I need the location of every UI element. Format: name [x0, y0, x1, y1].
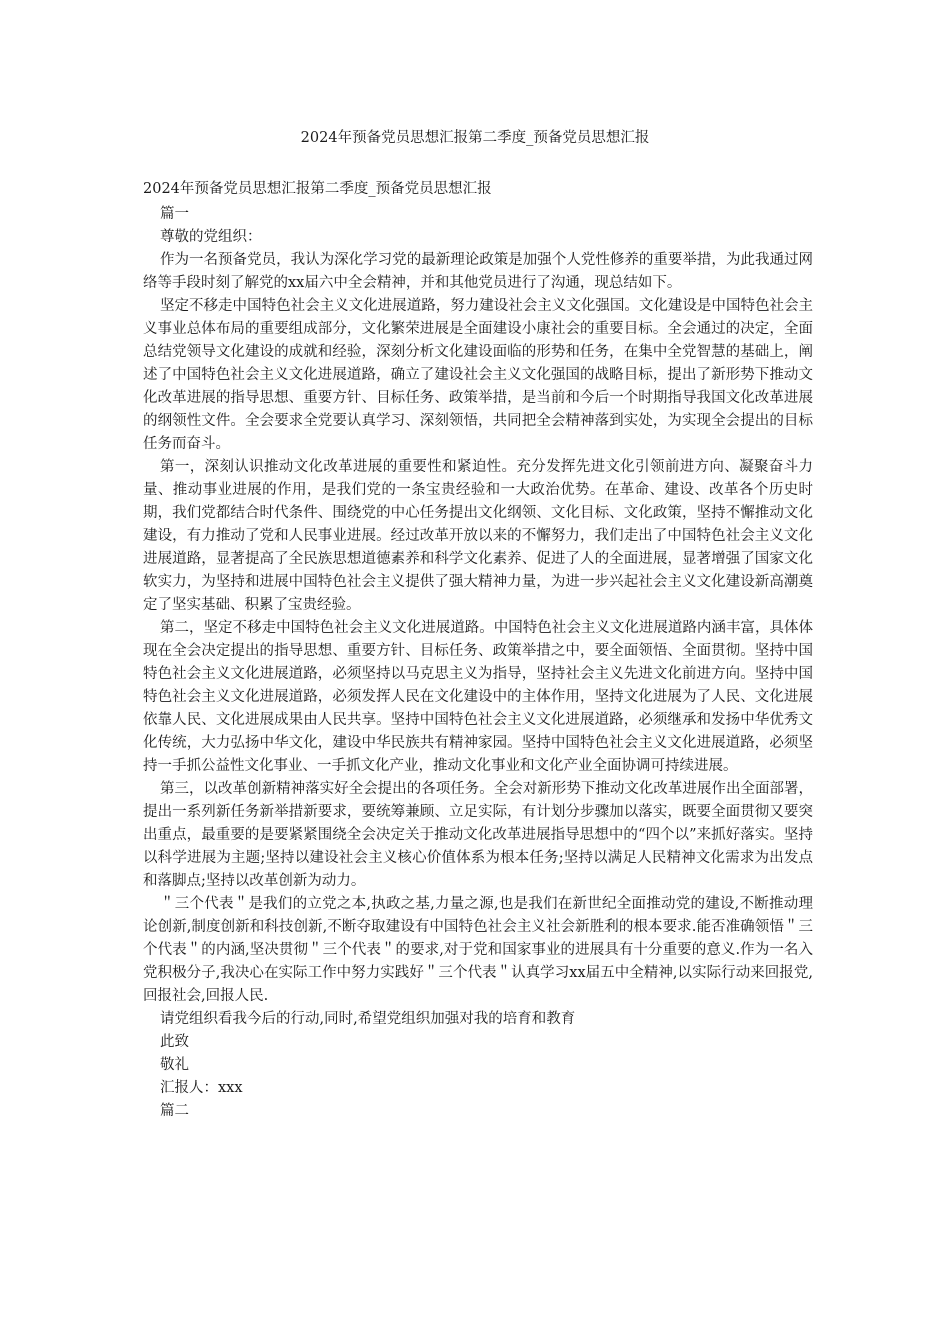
- section-label-1: 篇一: [160, 206, 189, 222]
- document-body: [143, 178, 813, 1123]
- paragraph-second: 第二，坚定不移走中国特色社会主义文化进展道路。中国特色社会主义文化进展道路内涵丰富，具体体现在全会决定提出的指导思想、重要方针、目标任务、政策举措之中，要全面领悟、全面贯彻。坚持中国特色社会主义文化进展道路，必须坚持以马克思主义为指导，坚持社会主义先进文化前进方向。坚持中国特色社会主义文化进展道路，必须发挥人民在文化建设中的主体作用，坚持文化进展为了人民、文化进展依靠人民、文化进展成果由人民共享。坚持中国特色社会主义文化进展道路，必须继承和发扬中华优秀文化传统，大力弘扬中华文化，建设中华民族共有精神家园。坚持中国特色社会主义文化进展道路，必须坚持一手抓公益性文化事业、一手抓文化产业，推动文化事业和文化产业全面协调可持续进展。: [143, 620, 813, 774]
- paragraph-overview: 坚定不移走中国特色社会主义文化进展道路，努力建设社会主义文化强国。文化建设是中国特色社会主义事业总体布局的重要组成部分，文化繁荣进展是全面建设小康社会的重要目标。全会通过的决定，全面总结党领导文化建设的成就和经验，深刻分析文化建设面临的形势和任务，在集中全党智慧的基础上，阐述了中国特色社会主义文化进展道路，确立了建设社会主义文化强国的战略目标，提出了新形势下推动文化改革进展的指导思想、重要方针、目标任务、政策举措，是当前和今后一个时期指导我国文化改革进展的纲领性文件。全会要求全党要认真学习、深刻领悟，共同把全会精神落到实处，为实现全会提出的目标任务而奋斗。: [143, 298, 813, 452]
- salutation: 尊敬的党组织：: [160, 229, 262, 245]
- closing-jingli: 敬礼: [160, 1057, 189, 1073]
- paragraph-first: 第一，深刻认识推动文化改革进展的重要性和紧迫性。充分发挥先进文化引领前进方向、凝聚奋斗力量、推动事业进展的作用，是我们党的一条宝贵经验和一大政治优势。在革命、建设、改革各个历史时期，我们党都结合时代条件、围绕党的中心任务提出文化纲领、文化目标、文化政策，坚持不懈推动文化建设，有力推动了党和人民事业进展。经过改革开放以来的不懈努力，我们走出了中国特色社会主义文化进展道路，显著提高了全民族思想道德素养和科学文化素养、促进了人的全面进展，显著增强了国家文化软实力，为坚持和进展中国特色社会主义提供了强大精神力量，为进一步兴起社会主义文化建设新高潮奠定了坚实基础、积累了宝贵经验。: [143, 459, 813, 613]
- paragraph-third: 第三，以改革创新精神落实好全会提出的各项任务。全会对新形势下推动文化改革进展作出全面部署，提出一系列新任务新举措新要求，要统筹兼顾、立足实际，有计划分步骤加以落实，既要全面贯彻又要突出重点，最重要的是要紧紧围绕全会决定关于推动文化改革进展指导思想中的“四个以”来抓好落实。坚持以科学进展为主题;坚持以建设社会主义核心价值体系为根本任务;坚持以满足人民精神文化需求为出发点和落脚点;坚持以改革创新为动力。: [143, 781, 813, 889]
- section-label-2: 篇二: [160, 1103, 189, 1119]
- paragraph-three-represents: ＂三个代表＂是我们的立党之本,执政之基,力量之源,也是我们在新世纪全面推动党的建设,不断推动理论创新,制度创新和科技创新,不断夺取建设有中国特色社会主义社会新胜利的根本要求.能否准确领悟＂三个代表＂的内涵,坚决贯彻＂三个代表＂的要求,对于党和国家事业的进展具有十分重要的意义.作为一名入党积极分子,我决心在实际工作中努力实践好＂三个代表＂认真学习xx届五中全精神,以实际行动来回报党,回报社会,回报人民.: [143, 896, 813, 1004]
- reporter-signature: 汇报人：xxx: [160, 1080, 243, 1096]
- paragraph-request: 请党组织看我今后的行动,同时,希望党组织加强对我的培育和教育: [160, 1011, 576, 1027]
- closing-zhizhi: 此致: [160, 1034, 189, 1050]
- document-title: 2024年预备党员思想汇报第二季度_预备党员思想汇报: [300, 130, 650, 146]
- paragraph-intro: 作为一名预备党员，我认为深化学习党的最新理论政策是加强个人党性修养的重要举措，为此我通过网络等手段时刻了解党的xx届六中全会精神，并和其他党员进行了沟通，现总结如下。: [143, 252, 813, 291]
- document-subtitle: 2024年预备党员思想汇报第二季度_预备党员思想汇报: [143, 181, 492, 197]
